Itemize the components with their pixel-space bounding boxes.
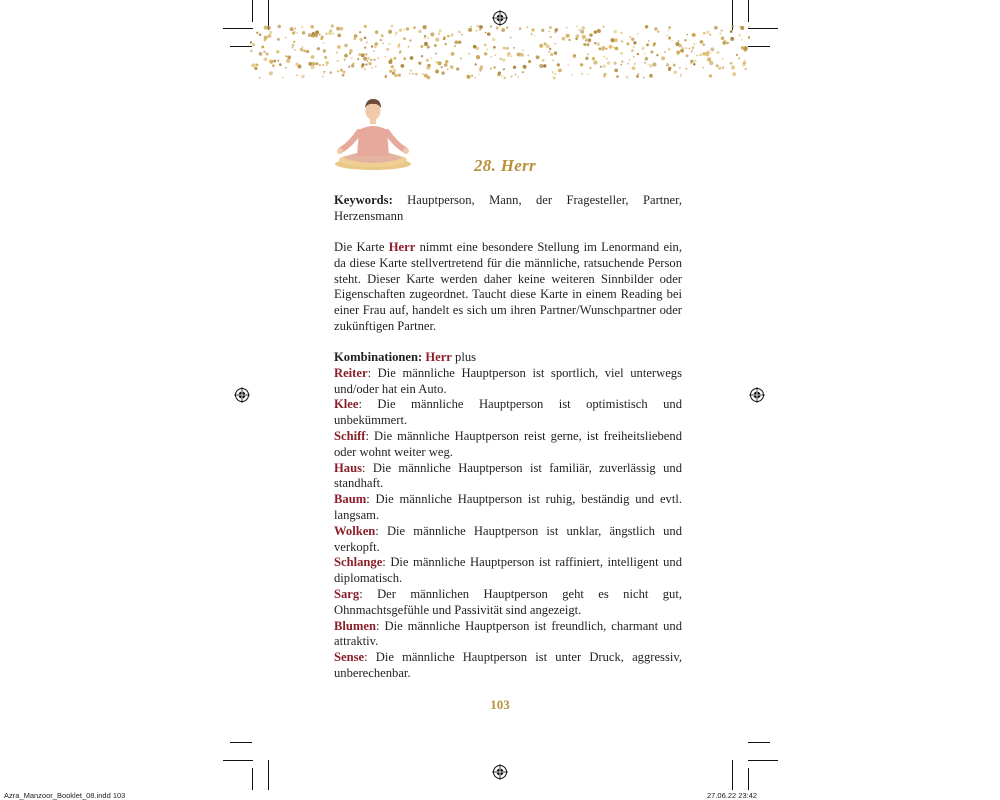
combination-text: : Die männliche Hauptperson ist freundlich, charmant und attraktiv. — [334, 618, 682, 649]
page-number: 103 — [490, 697, 510, 712]
combination-text: : Der männlichen Hauptperson geht es nicht gut, Ohnmachtsgefühle und Passivität sind angezeigt. — [334, 586, 682, 617]
keywords-text: Hauptperson, Mann, der Fragesteller, Partner, Herzensmann — [334, 193, 682, 223]
gold-confetti-border — [250, 22, 750, 82]
combination-item — [334, 429, 682, 461]
slug-filename: Azra_Manzoor_Booklet_08.indd 103 — [4, 791, 126, 800]
combination-text: : Die männliche Hauptperson ist ruhig, beständig und evtl. langsam. — [334, 492, 682, 522]
crop-mark — [268, 760, 269, 790]
combination-card: Schiff — [334, 428, 366, 443]
combination-item — [334, 555, 682, 587]
combination-item — [334, 587, 682, 619]
registration-mark-icon — [492, 764, 508, 780]
combination-text: : Die männliche Hauptperson ist unter Druck, aggressiv, unberechenbar. — [334, 650, 682, 680]
crop-mark — [748, 760, 778, 761]
combination-card: Sense — [334, 650, 365, 665]
combination-text: : Die männliche Hauptperson ist raffiniert, intelligent und diplomatisch. — [334, 555, 682, 586]
crop-mark — [748, 0, 749, 22]
combinations-section — [334, 350, 682, 682]
crop-mark — [252, 0, 253, 22]
combination-text: : Die männliche Hauptperson ist optimistisch und unbekümmert. — [334, 397, 682, 428]
combinations-heading — [334, 350, 682, 366]
crop-mark — [748, 46, 770, 47]
crop-mark — [252, 768, 253, 790]
crop-mark — [748, 742, 770, 743]
combination-item — [334, 461, 682, 493]
combination-item — [334, 524, 682, 556]
combination-text: : Die männliche Hauptperson reist gerne, ist freiheitsliebend oder wohnt weiter weg. — [334, 428, 682, 459]
slug-date: 27.06.22 23:42 — [707, 791, 758, 800]
combination-card: Klee — [334, 397, 359, 412]
combination-item — [334, 397, 682, 429]
intro-text: Die Karte — [334, 240, 389, 254]
combination-card: Reiter — [334, 365, 368, 380]
chapter-title: 28. Herr — [474, 156, 536, 175]
combination-item — [334, 619, 682, 651]
card-name: Herr — [425, 350, 452, 364]
keywords-paragraph — [334, 193, 682, 225]
intro-paragraph — [334, 240, 682, 335]
combination-card: Sarg — [334, 586, 360, 601]
combination-text: : Die männliche Hauptperson ist sportlich, viel unterwegs und/oder hat ein Auto. — [334, 365, 682, 396]
combinations-suffix: plus — [451, 350, 477, 364]
crop-mark — [230, 742, 252, 743]
crop-mark — [230, 46, 252, 47]
combination-card: Wolken — [334, 523, 376, 538]
crop-mark — [748, 768, 749, 790]
combination-item — [334, 650, 682, 682]
keywords-label: Keywords: — [334, 193, 393, 207]
crop-mark — [223, 760, 253, 761]
combination-card: Baum — [334, 492, 367, 507]
combination-card: Blumen — [334, 618, 376, 633]
registration-mark-icon — [749, 387, 765, 403]
intro-text: nimmt eine besondere Stellung im Lenormand ein, da diese Karte stellvertretend für die männliche, ratsuchende Person steht. Dieser Karte werden daher keine weiteren Sinnbilder oder Eigenschaften zugeordnet. Taucht diese Karte in einem Reading bei einer Frau auf, handelt es sich um ihren Partner/Wunschpartner oder zukünftigen Partner. — [334, 240, 683, 333]
card-name: Herr — [388, 240, 416, 254]
combination-card: Haus — [334, 460, 362, 475]
registration-mark-icon — [234, 387, 250, 403]
combination-item — [334, 492, 682, 524]
combinations-label: Kombinationen: — [334, 350, 423, 364]
combination-text: : Die männliche Hauptperson ist unklar, ängstlich und verkopft. — [334, 523, 682, 554]
crop-mark — [732, 760, 733, 790]
meditating-man-illustration — [333, 92, 413, 172]
combination-card: Schlange — [334, 555, 383, 570]
combination-item — [334, 366, 682, 398]
crop-mark — [223, 28, 253, 29]
crop-mark — [748, 28, 778, 29]
combination-text: : Die männliche Hauptperson ist familiär, zuverlässig und standhaft. — [334, 460, 682, 491]
